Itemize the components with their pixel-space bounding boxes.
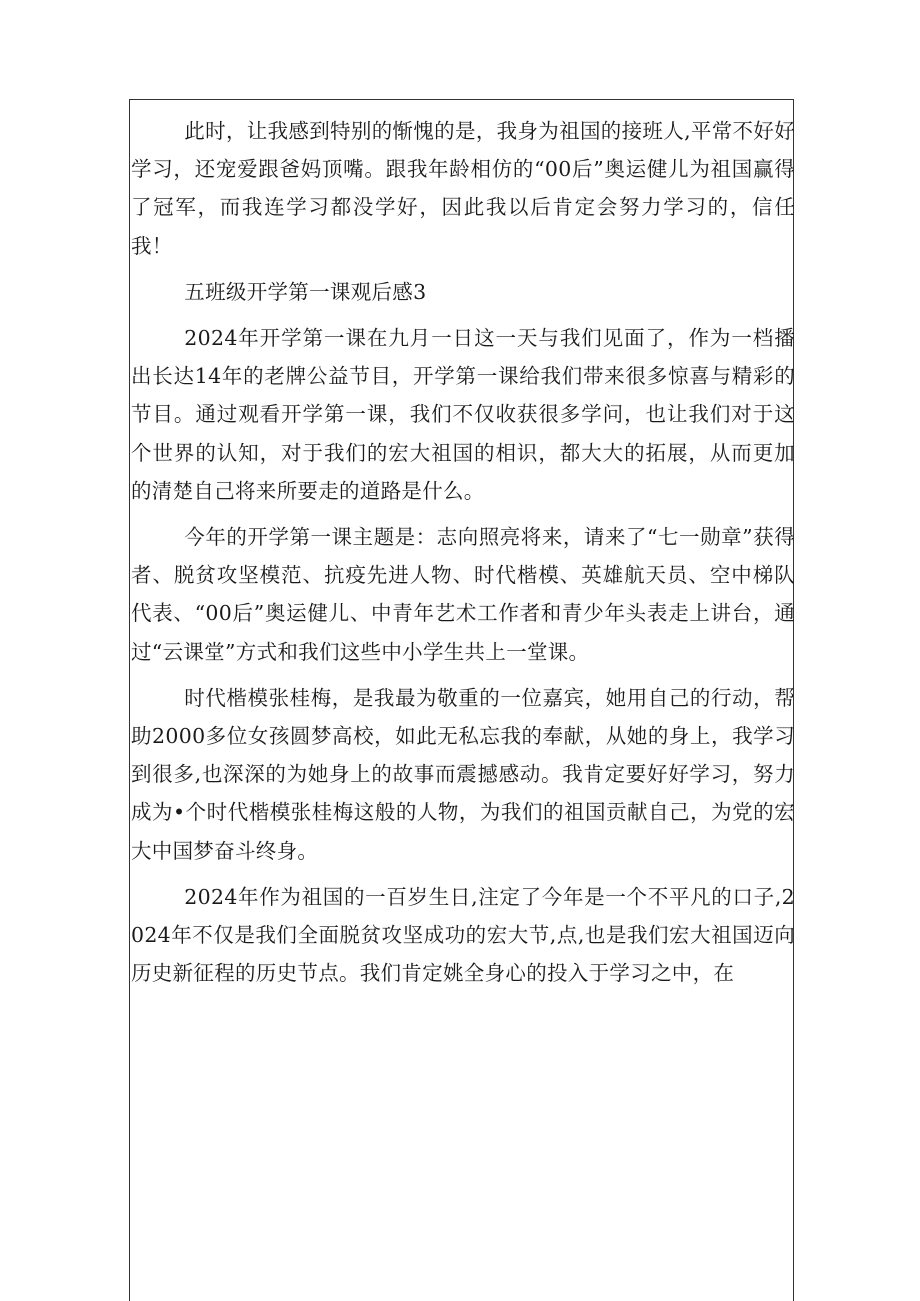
paragraph-4: 时代楷模张桂梅，是我最为敬重的一位嘉宾，她用自己的行动，帮助2000多位女孩圆梦高校，如此无私忘我的奉献，从她的身上，我学习到很多,也深深的为她身上的故事而震撼感动。我肯定要好好学习，努力成为•个时代楷模张桂梅这般的人物，为我们的祖国贡献自己，为党的宏大中国梦奋斗终身。	[131, 685, 795, 863]
document-body	[130, 112, 795, 992]
paragraph-3: 今年的开学第一课主题是：志向照亮将来，请来了“七一勋章”获得者、脱贫攻坚模范、抗疫先进人物、时代楷模、英雄航天员、空中梯队代表、“00后”奥运健儿、中青年艺术工作者和青少年头表走上讲台，通过“云课堂”方式和我们这些中小学生共上一堂课。	[131, 525, 795, 664]
paragraph-1: 此时，让我感到特别的惭愧的是，我身为祖国的接班人,平常不好好学习，还宠爱跟爸妈顶嘴。跟我年龄相仿的“00后”奥运健儿为祖国赢得了冠军，而我连学习都没学好，因此我以后肯定会努力学习的，信任我！	[131, 119, 795, 258]
section-heading: 五班级开学第一课观后感3	[184, 279, 427, 304]
paragraph-2: 2024年开学第一课在九月一日这一天与我们见面了，作为一档播出长达14年的老牌公益节目，开学第一课给我们带来很多惊喜与精彩的节目。通过观看开学第一课，我们不仅收获很多学问，也让我们对于这个世界的认知，对于我们的宏大祖国的相识，都大大的拓展，从而更加的清楚自己将来所要走的道路是什么。	[131, 326, 795, 503]
paragraph-5: 2024年作为祖国的一百岁生日,注定了今年是一个不平凡的口子,2024年不仅是我们全面脱贫攻坚成功的宏大节,点,也是我们宏大祖国迈向历史新征程的历史节点。我们肯定姚全身心的投入于学习之中，在	[131, 884, 795, 986]
document-frame	[129, 99, 794, 1301]
